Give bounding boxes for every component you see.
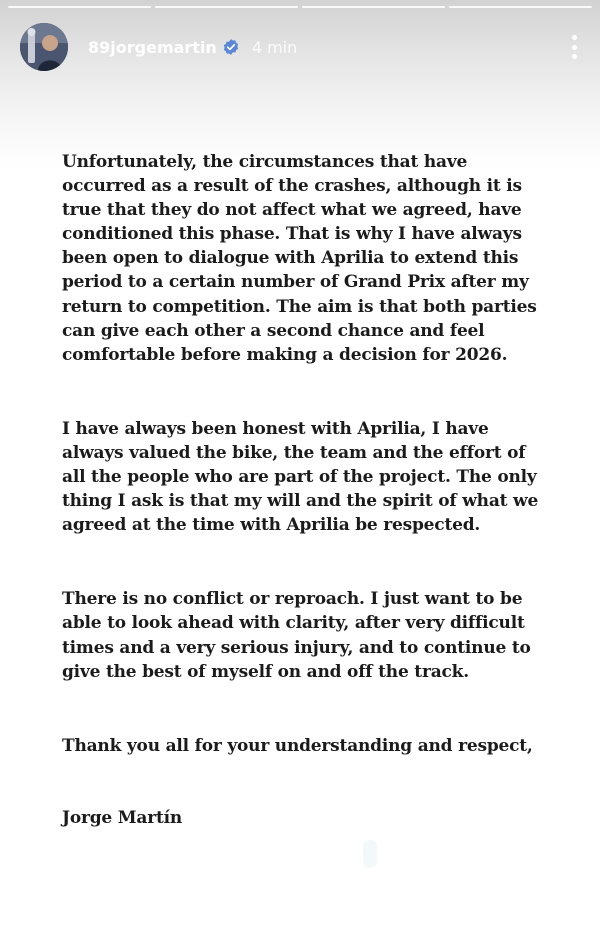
menu-dot	[572, 35, 577, 40]
progress-segment	[449, 6, 592, 8]
statement-text	[62, 150, 552, 830]
more-vertical-icon[interactable]	[568, 33, 580, 61]
progress-segment	[8, 6, 151, 8]
statement-paragraph: Unfortunately, the circumstances that have occurred as a result of the crashes, although it is true that they do not affect what we agreed, have conditioned this phase. That is why I have always been open to dialogue with Aprilia to extend this period to a certain number of Grand Prix after my return to competition. The aim is that both parties can give each other a second chance and feel comfortable before making a decision for 2026.	[62, 152, 537, 365]
avatar-image	[20, 23, 68, 71]
menu-dot	[572, 45, 577, 50]
statement-paragraph: There is no conflict or reproach. I just want to be able to look ahead with clarity, after very difficult times and a very serious injury, and to continue to give the best of myself on and off the track.	[62, 589, 531, 682]
verified-badge-icon	[222, 38, 240, 56]
story-progress-bar	[8, 6, 592, 8]
faint-sticker-mark	[363, 840, 377, 868]
statement-paragraph: Thank you all for your understanding and respect,	[62, 735, 533, 756]
username[interactable]: 89jorgemartin	[88, 37, 217, 57]
menu-dot	[572, 54, 577, 59]
progress-segment	[302, 6, 445, 8]
story-header	[20, 22, 580, 72]
progress-segment	[155, 6, 298, 8]
statement-paragraph: I have always been honest with Aprilia, I have always valued the bike, the team and the effort of all the people who are part of the project. The only thing I ask is that my will and the spirit of what we agreed at the time with Aprilia be respected.	[62, 418, 539, 536]
post-time: 4 min	[251, 37, 298, 57]
signature: Jorge Martín	[62, 807, 183, 828]
avatar[interactable]	[20, 23, 68, 71]
